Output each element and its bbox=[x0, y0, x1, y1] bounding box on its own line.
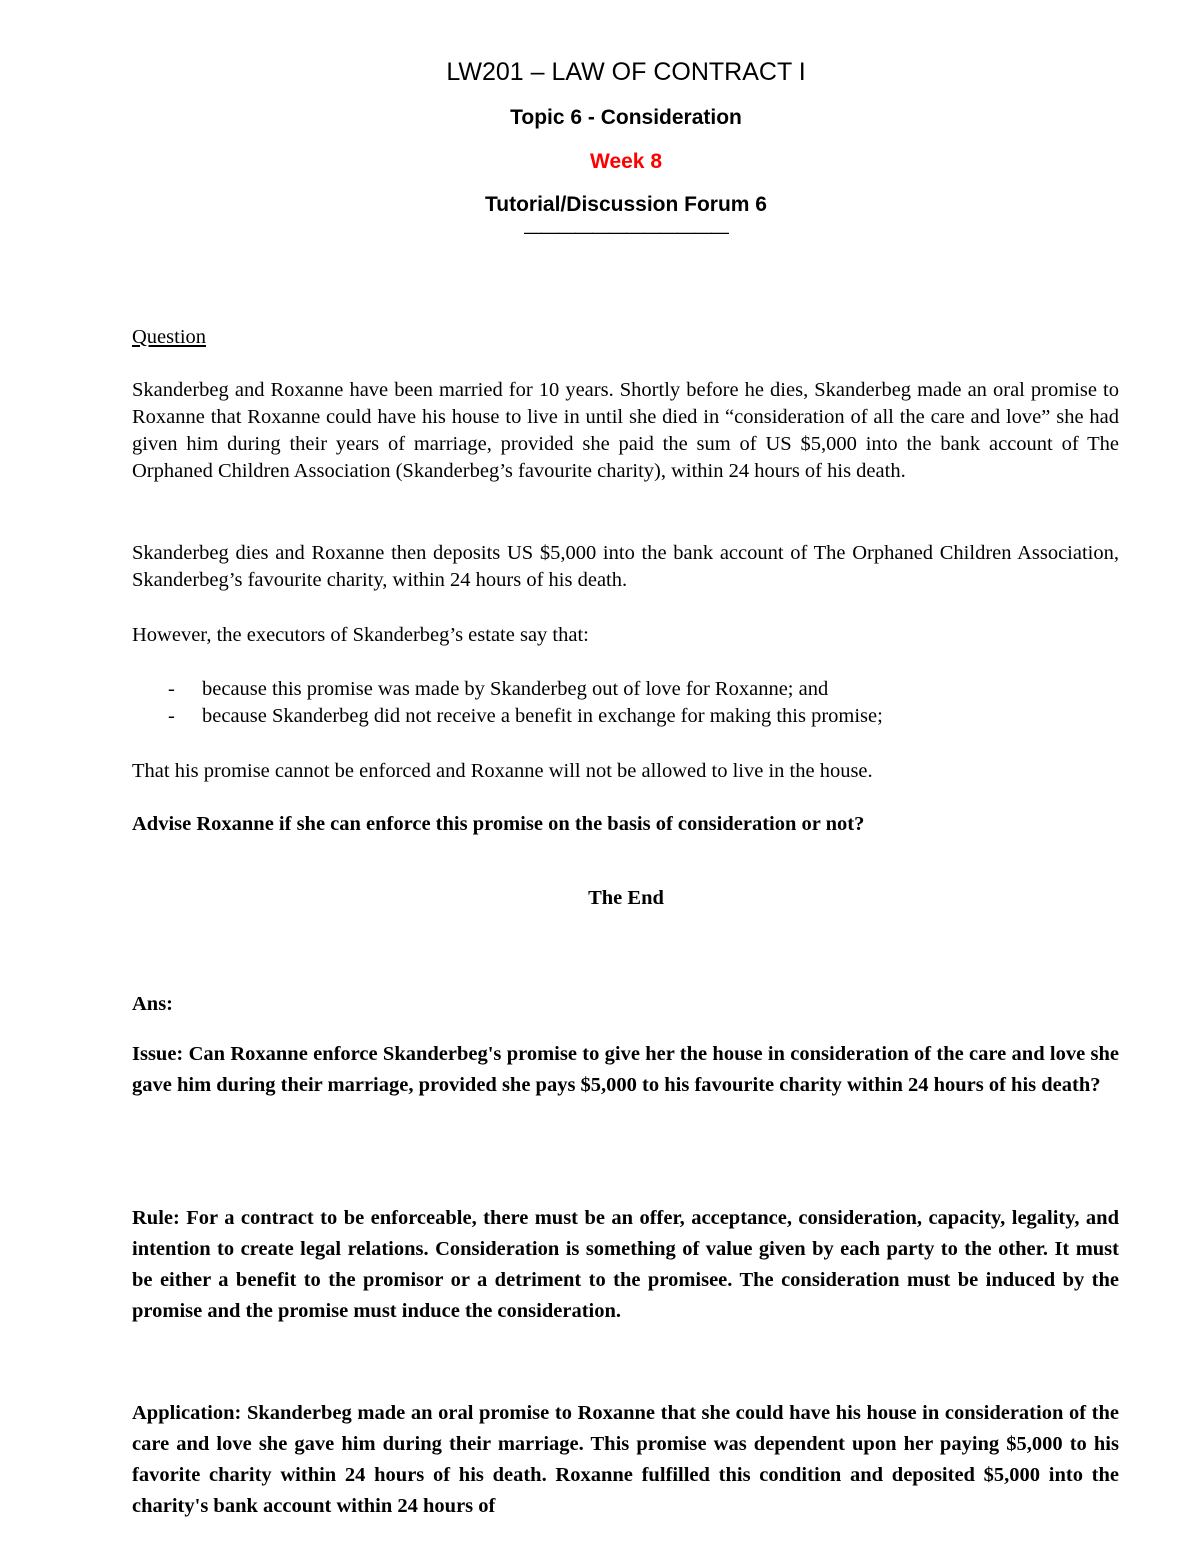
dash-bullet: - bbox=[168, 678, 175, 700]
question-paragraph-2 bbox=[132, 540, 1119, 594]
answer-issue: Issue: Can Roxanne enforce Skanderbeg's promise to give her the house in consideration of the care and love she gave him during their marriage, provided she pays $5,000 to his favourite charity within 24 hours of his death? bbox=[132, 1043, 1119, 1096]
advise-prompt: Advise Roxanne if she can enforce this promise on the basis of consideration or not? bbox=[132, 813, 865, 835]
dash-bullet: - bbox=[168, 705, 175, 727]
answer-label: Ans: bbox=[132, 993, 174, 1015]
list-item bbox=[132, 703, 1119, 730]
answer-application: Application: Skanderbeg made an oral promise to Roxanne that she could have his house in consideration of the care and love she gave him during their marriage. This promise was dependent upon her paying $5,000 to his favorite charity within 24 hours of his death. Roxanne fulfilled this condition and deposited $5,000 into the charity's bank account within 24 hours of bbox=[132, 1402, 1119, 1517]
paragraph-text: However, the executors of Skanderbeg’s estate say that: bbox=[132, 624, 589, 646]
paragraph-text: Skanderbeg and Roxanne have been married for 10 years. Shortly before he dies, Skanderbeg made an oral promise to Roxanne that Roxanne could have his house to live in until she died in “consideration of all the care and love” she had given him during their years of marriage, provided she paid the sum of US $5,000 into the bank account of The Orphaned Children Association (Skanderbeg’s favourite charity), within 24 hours of his death. bbox=[132, 379, 1119, 482]
list-item-text: because Skanderbeg did not receive a benefit in exchange for making this promise; bbox=[202, 705, 883, 727]
question-paragraph-4 bbox=[132, 758, 1119, 785]
week-heading: Week 8 bbox=[590, 150, 662, 173]
executor-arguments-list bbox=[132, 676, 1119, 730]
document-title: LW201 – LAW OF CONTRACT I bbox=[446, 58, 806, 86]
topic-heading: Topic 6 - Consideration bbox=[510, 106, 742, 129]
list-item bbox=[132, 676, 1119, 703]
separator-line: ———————————— bbox=[524, 222, 728, 242]
question-paragraph-1 bbox=[132, 377, 1119, 485]
forum-heading: Tutorial/Discussion Forum 6 bbox=[485, 193, 767, 216]
question-heading: Question bbox=[132, 326, 207, 348]
answer-rule: Rule: For a contract to be enforceable, there must be an offer, acceptance, consideration, capacity, legality, and intention to create legal relations. Consideration is something of value given by each party to the other. It must be either a benefit to the promisor or a detriment to the promisee. The consideration must be induced by the promise and the promise must induce the consideration. bbox=[132, 1207, 1119, 1322]
the-end-label: The End bbox=[588, 887, 664, 909]
paragraph-text: That his promise cannot be enforced and Roxanne will not be allowed to live in the house. bbox=[132, 760, 873, 782]
list-item-text: because this promise was made by Skanderbeg out of love for Roxanne; and bbox=[202, 678, 829, 700]
question-paragraph-3 bbox=[132, 622, 1119, 649]
paragraph-text: Skanderbeg dies and Roxanne then deposits US $5,000 into the bank account of The Orphaned Children Association, Skanderbeg’s favourite charity, within 24 hours of his death. bbox=[132, 542, 1119, 591]
